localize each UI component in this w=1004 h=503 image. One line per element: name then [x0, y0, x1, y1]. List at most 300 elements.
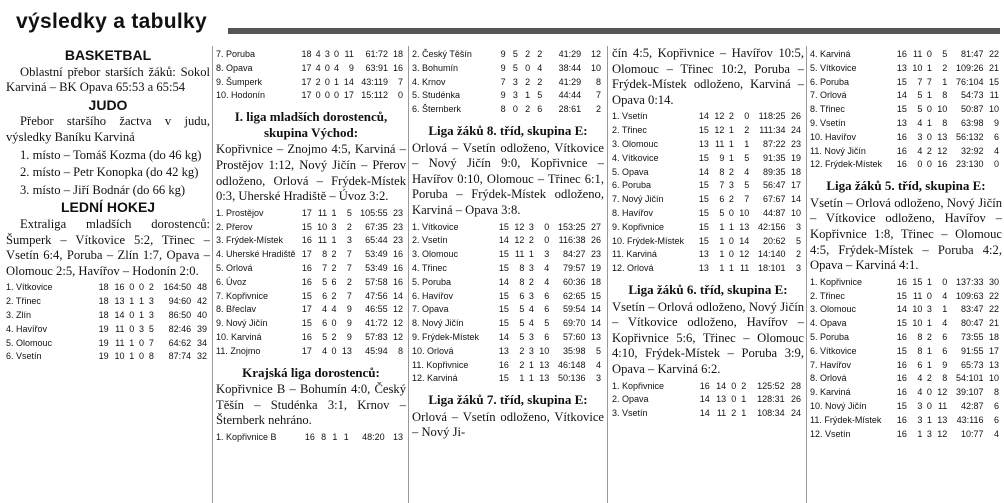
stat-cell: 8 — [595, 76, 601, 87]
stat-cell: 2 — [346, 276, 352, 287]
team-name: 6. Vítkovice — [810, 345, 857, 356]
stat-cell: 16 — [699, 380, 710, 391]
stat-cell: 14 — [343, 76, 354, 87]
stat-cell: 5 — [519, 304, 525, 315]
stat-cell: 5 — [595, 345, 601, 356]
table-row — [810, 290, 1002, 304]
stat-cell: 14 — [498, 235, 509, 246]
table-row — [810, 145, 1002, 159]
stat-cell: 10 — [790, 207, 801, 218]
stat-cell: 23 — [392, 221, 403, 232]
stat-cell: 13 — [896, 62, 907, 73]
column-5 — [810, 46, 1002, 503]
stat-cell: 2 — [728, 111, 734, 122]
team-name: 9. Kopřivnice — [612, 221, 665, 232]
stat-cell: 46:55 — [365, 304, 388, 315]
stat-cell: 10 — [912, 304, 923, 315]
basketbal-text: Oblastní přebor starších žáků: Sokol Karviná – BK Opava 65:53 a 65:54 — [6, 64, 210, 95]
stat-cell: 16 — [937, 159, 948, 170]
stat-cell: 73:55 — [960, 331, 984, 342]
stat-cell: 22 — [988, 290, 999, 301]
table-row — [6, 350, 210, 364]
team-name: 1. Vítkovice — [6, 282, 53, 293]
stat-cell: 2 — [595, 104, 601, 115]
table-row — [810, 48, 1002, 62]
stat-cell: 0 — [926, 387, 932, 398]
stat-cell: 15 — [988, 76, 999, 87]
team-name: 12. Karviná — [412, 373, 458, 384]
stat-cell: 14 — [896, 90, 907, 101]
table-row — [216, 221, 406, 235]
table-row — [810, 103, 1002, 117]
stat-cell: 3 — [544, 249, 550, 260]
stat-cell: 17 — [790, 180, 801, 191]
team-name: 8. Třinec — [810, 104, 845, 115]
stat-cell: 4 — [917, 117, 923, 128]
stat-cell: 15 — [498, 262, 509, 273]
stat-cell: 16 — [896, 359, 907, 370]
stat-cell: 5 — [512, 62, 518, 73]
stat-cell: 13 — [896, 117, 907, 128]
team-name: 2. Vsetín — [412, 235, 448, 246]
stat-cell: 46:148 — [557, 359, 586, 370]
standings-table — [6, 281, 210, 364]
stat-cell: 0 — [331, 318, 337, 329]
team-name: 1. Kopřivnice — [612, 380, 665, 391]
liga-heading: Liga žáků 8. tříd, skupina E: — [428, 122, 588, 138]
stat-cell: 6 — [993, 414, 999, 425]
team-name: 3. Zlín — [6, 309, 32, 320]
stat-cell: 44:44 — [558, 90, 582, 101]
team-name: 4. Vítkovice — [612, 152, 659, 163]
stat-cell: 15 — [698, 235, 709, 246]
stat-cell: 1 — [719, 263, 725, 274]
table-row — [216, 431, 406, 445]
stat-cell: 63:98 — [960, 117, 984, 128]
stat-cell: 13 — [539, 373, 550, 384]
stat-cell: 94:60 — [168, 296, 192, 307]
table-row — [412, 234, 604, 248]
stat-cell: 80:47 — [960, 318, 984, 329]
stat-cell: 62:65 — [562, 290, 586, 301]
stat-cell: 11 — [989, 90, 999, 101]
stat-cell: 12 — [937, 145, 948, 156]
stat-cell: 60:36 — [562, 276, 586, 287]
table-row — [412, 248, 604, 262]
stat-cell: 6 — [544, 331, 550, 342]
liga-results-continued: čín 4:5, Kopřivnice – Havířov 10:5, Olomouc – Třinec 10:2, Poruba – Frýdek-Místek odloženo, Karviná – Opava 0:14. — [612, 46, 804, 107]
stat-cell: 164:50 — [163, 282, 192, 293]
liga-results: Kopřivnice – Znojmo 4:5, Karviná – Prostějov 1:12, Nový Jičín – Přerov odloženo, Orlová – Frýdek-Místek 0:3, Uherské Hradiště – Úvoz 3:2. — [216, 142, 406, 204]
stat-cell: 5 — [744, 152, 750, 163]
stat-cell: 3 — [148, 296, 154, 307]
stat-cell: 2 — [331, 290, 337, 301]
stat-cell: 10 — [937, 104, 948, 115]
stat-cell: 16 — [896, 331, 907, 342]
team-name: 10. Frýdek-Místek — [612, 235, 685, 246]
table-row — [612, 124, 804, 138]
stat-cell: 17 — [343, 90, 354, 101]
stat-cell: 59:54 — [562, 304, 586, 315]
stat-cell: 12 — [514, 221, 525, 232]
stat-cell: 17 — [301, 249, 312, 260]
stat-cell: 2 — [926, 145, 932, 156]
team-name: 6. Poruba — [810, 76, 850, 87]
stat-cell: 17 — [301, 207, 312, 218]
stat-cell: 1 — [343, 431, 349, 442]
stat-cell: 23 — [392, 207, 403, 218]
stat-cell: 34 — [196, 337, 207, 348]
stat-cell: 2 — [728, 194, 734, 205]
table-row — [216, 345, 406, 359]
stat-cell: 17 — [301, 345, 312, 356]
stat-cell: 1 — [926, 276, 932, 287]
table-row — [216, 89, 406, 103]
table-row — [412, 359, 604, 373]
table-row — [412, 221, 604, 235]
stat-cell: 1 — [129, 337, 135, 348]
team-name: 3. Olomouc — [612, 138, 659, 149]
stat-cell: 10 — [988, 104, 999, 115]
table-row — [216, 303, 406, 317]
stat-cell: 69:70 — [562, 318, 586, 329]
liga-heading: Liga žáků 6. tříd, skupina E: — [628, 281, 788, 297]
stat-cell: 24 — [790, 408, 801, 419]
column-2 — [216, 46, 406, 503]
stat-cell: 16 — [896, 276, 907, 287]
stat-cell: 6 — [544, 304, 550, 315]
stat-cell: 15 — [498, 249, 509, 260]
table-row — [612, 166, 804, 180]
stat-cell: 57:83 — [365, 331, 388, 342]
stat-cell: 87:22 — [762, 138, 786, 149]
stat-cell: 53:49 — [365, 262, 388, 273]
stat-cell: 8 — [322, 249, 328, 260]
table-row — [216, 262, 406, 276]
stat-cell: 3 — [926, 428, 932, 439]
stat-cell: 4 — [528, 304, 534, 315]
table-row — [810, 158, 1002, 172]
stat-cell: 2 — [537, 49, 543, 59]
team-name: 9. Nový Jičín — [216, 318, 268, 329]
stat-cell: 23 — [392, 235, 403, 246]
team-name: 7. Kopřivnice — [216, 290, 269, 301]
stat-cell: 13 — [739, 221, 750, 232]
stat-cell: 2 — [315, 76, 321, 87]
stat-cell: 1 — [139, 296, 145, 307]
stat-cell: 0 — [731, 394, 737, 405]
kraj-results: Kopřivnice B – Bohumín 4:0, Český Těšín – Studénka 3:1, Krnov – Šternberk nehráno. — [216, 382, 406, 428]
stat-cell: 0 — [512, 104, 518, 115]
stat-cell: 50:87 — [960, 104, 984, 115]
table-row — [810, 345, 1002, 359]
standings-table — [412, 221, 604, 387]
stat-cell: 9 — [719, 152, 725, 163]
stat-cell: 4 — [917, 387, 923, 398]
stat-cell: 16 — [392, 249, 403, 260]
stat-cell: 16 — [114, 282, 125, 293]
stat-cell: 39:107 — [955, 387, 984, 398]
stat-cell: 10 — [988, 373, 999, 384]
stat-cell: 30 — [988, 276, 999, 287]
stat-cell: 15 — [896, 290, 907, 301]
stat-cell: 3 — [139, 323, 145, 334]
stat-cell: 39 — [196, 323, 207, 334]
team-name: 7. Poruba — [216, 49, 256, 59]
table-row — [810, 131, 1002, 145]
team-name: 10. Karviná — [216, 331, 262, 342]
stat-cell: 12 — [739, 249, 750, 260]
team-name: 10. Havířov — [810, 131, 857, 142]
stat-cell: 4 — [544, 262, 550, 273]
standings-table — [412, 48, 604, 117]
stat-cell: 1 — [926, 345, 932, 356]
stat-cell: 45:94 — [365, 345, 388, 356]
stat-cell: 1 — [139, 309, 145, 320]
stat-cell: 13 — [988, 359, 999, 370]
stat-cell: 15 — [698, 221, 709, 232]
stat-cell: 6 — [993, 131, 999, 142]
stat-cell: 111:34 — [759, 125, 786, 136]
stat-cell: 9 — [348, 62, 354, 73]
column-1 — [6, 46, 210, 503]
stat-cell: 3 — [528, 262, 534, 273]
stat-cell: 4 — [322, 345, 328, 356]
stat-cell: 0 — [324, 62, 330, 73]
table-row — [810, 386, 1002, 400]
table-row — [6, 309, 210, 323]
stat-cell: 0 — [544, 235, 550, 246]
stat-cell: 2 — [331, 249, 337, 260]
stat-cell: 5 — [795, 235, 801, 246]
stat-cell: 3 — [728, 180, 734, 191]
stat-cell: 43:116 — [956, 414, 984, 425]
stat-cell: 14 — [114, 309, 125, 320]
stat-cell: 12 — [590, 49, 601, 59]
stat-cell: 91:55 — [960, 345, 984, 356]
stat-cell: 1 — [926, 117, 932, 128]
stat-cell: 50:136 — [557, 373, 586, 384]
stat-cell: 8 — [519, 262, 525, 273]
stat-cell: 28:61 — [558, 104, 582, 115]
stat-cell: 9 — [500, 49, 506, 59]
stat-cell: 3 — [528, 331, 534, 342]
hokej-text: Extraliga mladších dorostenců: Šumperk – Vítkovice 5:2, Třinec – Vsetín 6:4, Poruba – Zlín 1:7, Opava – Olomouc 2:5, Havířov – Hodonín 2:0. — [6, 216, 210, 278]
stat-cell: 12 — [392, 318, 403, 329]
team-name: 6. Úvoz — [216, 276, 247, 287]
liga-heading: Liga žáků 5. tříd, skupina E: — [826, 178, 986, 194]
stat-cell: 56:47 — [762, 180, 786, 191]
column-3 — [412, 46, 604, 503]
stat-cell: 1 — [728, 221, 734, 232]
stat-cell: 14 — [699, 394, 710, 405]
stat-cell: 2 — [728, 166, 734, 177]
team-name: 7. Orlová — [810, 90, 847, 101]
stat-cell: 1 — [728, 138, 734, 149]
stat-cell: 28 — [790, 380, 801, 391]
stat-cell: 15 — [498, 304, 509, 315]
stat-cell: 76:104 — [955, 76, 984, 87]
stat-cell: 0 — [744, 111, 750, 122]
stat-cell: 18 — [790, 166, 801, 177]
team-name: 11. Znojmo — [216, 345, 261, 356]
stat-cell: 16 — [896, 414, 907, 425]
team-name: 11. Frýdek-Místek — [810, 414, 882, 425]
stat-cell: 0 — [993, 159, 999, 170]
stat-cell: 16 — [896, 131, 907, 142]
stat-cell: 87:74 — [168, 351, 192, 362]
stat-cell: 15 — [698, 180, 709, 191]
stat-cell: 3 — [917, 414, 923, 425]
basketbal-heading: BASKETBAL — [64, 47, 152, 63]
stat-cell: 91:35 — [762, 152, 786, 163]
team-name: 8. Orlová — [810, 373, 847, 384]
stat-cell: 0 — [926, 159, 932, 170]
stat-cell: 1 — [333, 76, 339, 87]
stat-cell: 16 — [498, 359, 509, 370]
table-row — [412, 372, 604, 386]
stat-cell: 7 — [719, 180, 725, 191]
stat-cell: 2 — [148, 282, 154, 293]
stat-cell: 15 — [896, 76, 907, 87]
stat-cell: 10 — [912, 62, 923, 73]
stat-cell: 11 — [515, 249, 525, 260]
stat-cell: 13 — [539, 359, 550, 370]
stat-cell: 5 — [719, 207, 725, 218]
stat-cell: 2 — [744, 125, 750, 136]
stat-cell: 16 — [392, 262, 403, 273]
stat-cell: 47:56 — [365, 290, 388, 301]
liga-results: Vsetín – Orlová odloženo, Nový Jičín – Vítkovice odloženo, Havířov – Kopřivnice 1:8, Třinec – Olomouc 4:5, Frýdek-Místek – Poruba 4:2, Opava – Karviná 4:1. — [810, 195, 1002, 273]
header-rule — [228, 28, 1000, 34]
stat-cell: 4 — [315, 62, 321, 73]
team-name: 2. Přerov — [216, 221, 253, 232]
stat-cell: 43:119 — [361, 76, 389, 87]
stat-cell: 0 — [731, 380, 737, 391]
team-name: 5. Vítkovice — [810, 62, 857, 73]
stat-cell: 16 — [896, 387, 907, 398]
stat-cell: 1 — [926, 62, 932, 73]
stat-cell: 18 — [98, 309, 109, 320]
stat-cell: 8 — [397, 345, 403, 356]
stat-cell: 18 — [301, 49, 312, 59]
team-name: 5. Studénka — [412, 90, 461, 101]
stat-cell: 11 — [913, 49, 923, 59]
stat-cell: 14 — [739, 235, 750, 246]
stat-cell: 11 — [739, 263, 750, 274]
stat-cell: 4 — [917, 145, 923, 156]
stat-cell: 15 — [498, 290, 509, 301]
stat-cell: 67:67 — [762, 194, 786, 205]
stat-cell: 3 — [148, 309, 154, 320]
stat-cell: 12 — [937, 387, 948, 398]
stat-cell: 3 — [917, 131, 923, 142]
stat-cell: 48 — [196, 282, 207, 293]
table-row — [810, 303, 1002, 317]
team-name: 7. Havířov — [810, 359, 852, 370]
stat-cell: 8 — [917, 331, 923, 342]
stat-cell: 13 — [498, 345, 509, 356]
team-name: 5. Olomouc — [6, 337, 53, 348]
stat-cell: 1 — [519, 373, 525, 384]
stat-cell: 0 — [926, 290, 932, 301]
stat-cell: 5 — [346, 207, 352, 218]
table-row — [810, 76, 1002, 90]
stat-cell: 2 — [331, 262, 337, 273]
table-row — [216, 48, 406, 62]
stat-cell: 40 — [196, 309, 207, 320]
stat-cell: 14 — [699, 408, 710, 419]
stat-cell: 6 — [537, 104, 543, 115]
stat-cell: 17 — [301, 62, 312, 73]
team-name: 1. Vítkovice — [412, 221, 459, 232]
stat-cell: 14 — [392, 290, 403, 301]
stat-cell: 5 — [322, 276, 328, 287]
stat-cell: 23 — [790, 138, 801, 149]
team-name: 11. Kopřivnice — [412, 359, 469, 370]
stat-cell: 11 — [937, 400, 948, 411]
stat-cell: 14 — [698, 111, 709, 122]
stat-cell: 16 — [896, 373, 907, 384]
stat-cell: 8 — [942, 373, 948, 384]
stat-cell: 19 — [590, 262, 601, 273]
stat-cell: 4 — [993, 428, 999, 439]
team-name: 2. Český Těšín — [412, 49, 472, 59]
stat-cell: 12 — [514, 235, 525, 246]
team-name: 10. Orlová — [412, 345, 454, 356]
standings-table — [216, 207, 406, 359]
team-name: 7. Nový Jičín — [612, 194, 664, 205]
stat-cell: 17 — [301, 90, 312, 101]
stat-cell: 15 — [498, 221, 509, 232]
team-name: 5. Poruba — [412, 276, 452, 287]
stat-cell: 81:47 — [960, 49, 984, 59]
stat-cell: 64:62 — [168, 337, 192, 348]
stat-cell: 5 — [544, 318, 550, 329]
team-name: 6. Havířov — [412, 290, 454, 301]
stat-cell: 4 — [993, 145, 999, 156]
table-row — [612, 380, 804, 394]
stat-cell: 8 — [500, 104, 506, 115]
team-name: 1. Kopřivnice B — [216, 431, 277, 442]
stat-cell: 1 — [129, 296, 135, 307]
stat-cell: 9 — [500, 62, 506, 73]
table-row — [810, 359, 1002, 373]
stat-cell: 16 — [304, 431, 315, 442]
stat-cell: 3 — [528, 290, 534, 301]
stat-cell: 15 — [301, 290, 312, 301]
stat-cell: 8 — [719, 166, 725, 177]
table-row — [6, 323, 210, 337]
stat-cell: 3 — [528, 345, 534, 356]
stat-cell: 14 — [590, 318, 601, 329]
team-name: 8. Havířov — [612, 207, 654, 218]
stat-cell: 12 — [937, 428, 948, 439]
table-row — [6, 281, 210, 295]
column-divider — [607, 46, 608, 503]
stat-cell: 18 — [392, 49, 403, 59]
stat-cell: 5 — [322, 331, 328, 342]
stat-cell: 18 — [98, 282, 109, 293]
team-name: 9. Šumperk — [216, 76, 263, 87]
stat-cell: 1 — [129, 351, 135, 362]
stat-cell: 108:34 — [757, 408, 785, 419]
stat-cell: 53:49 — [365, 249, 388, 260]
stat-cell: 7 — [346, 290, 352, 301]
stat-cell: 1 — [719, 221, 725, 232]
stat-cell: 1 — [942, 304, 948, 315]
stat-cell: 153:25 — [557, 221, 586, 232]
